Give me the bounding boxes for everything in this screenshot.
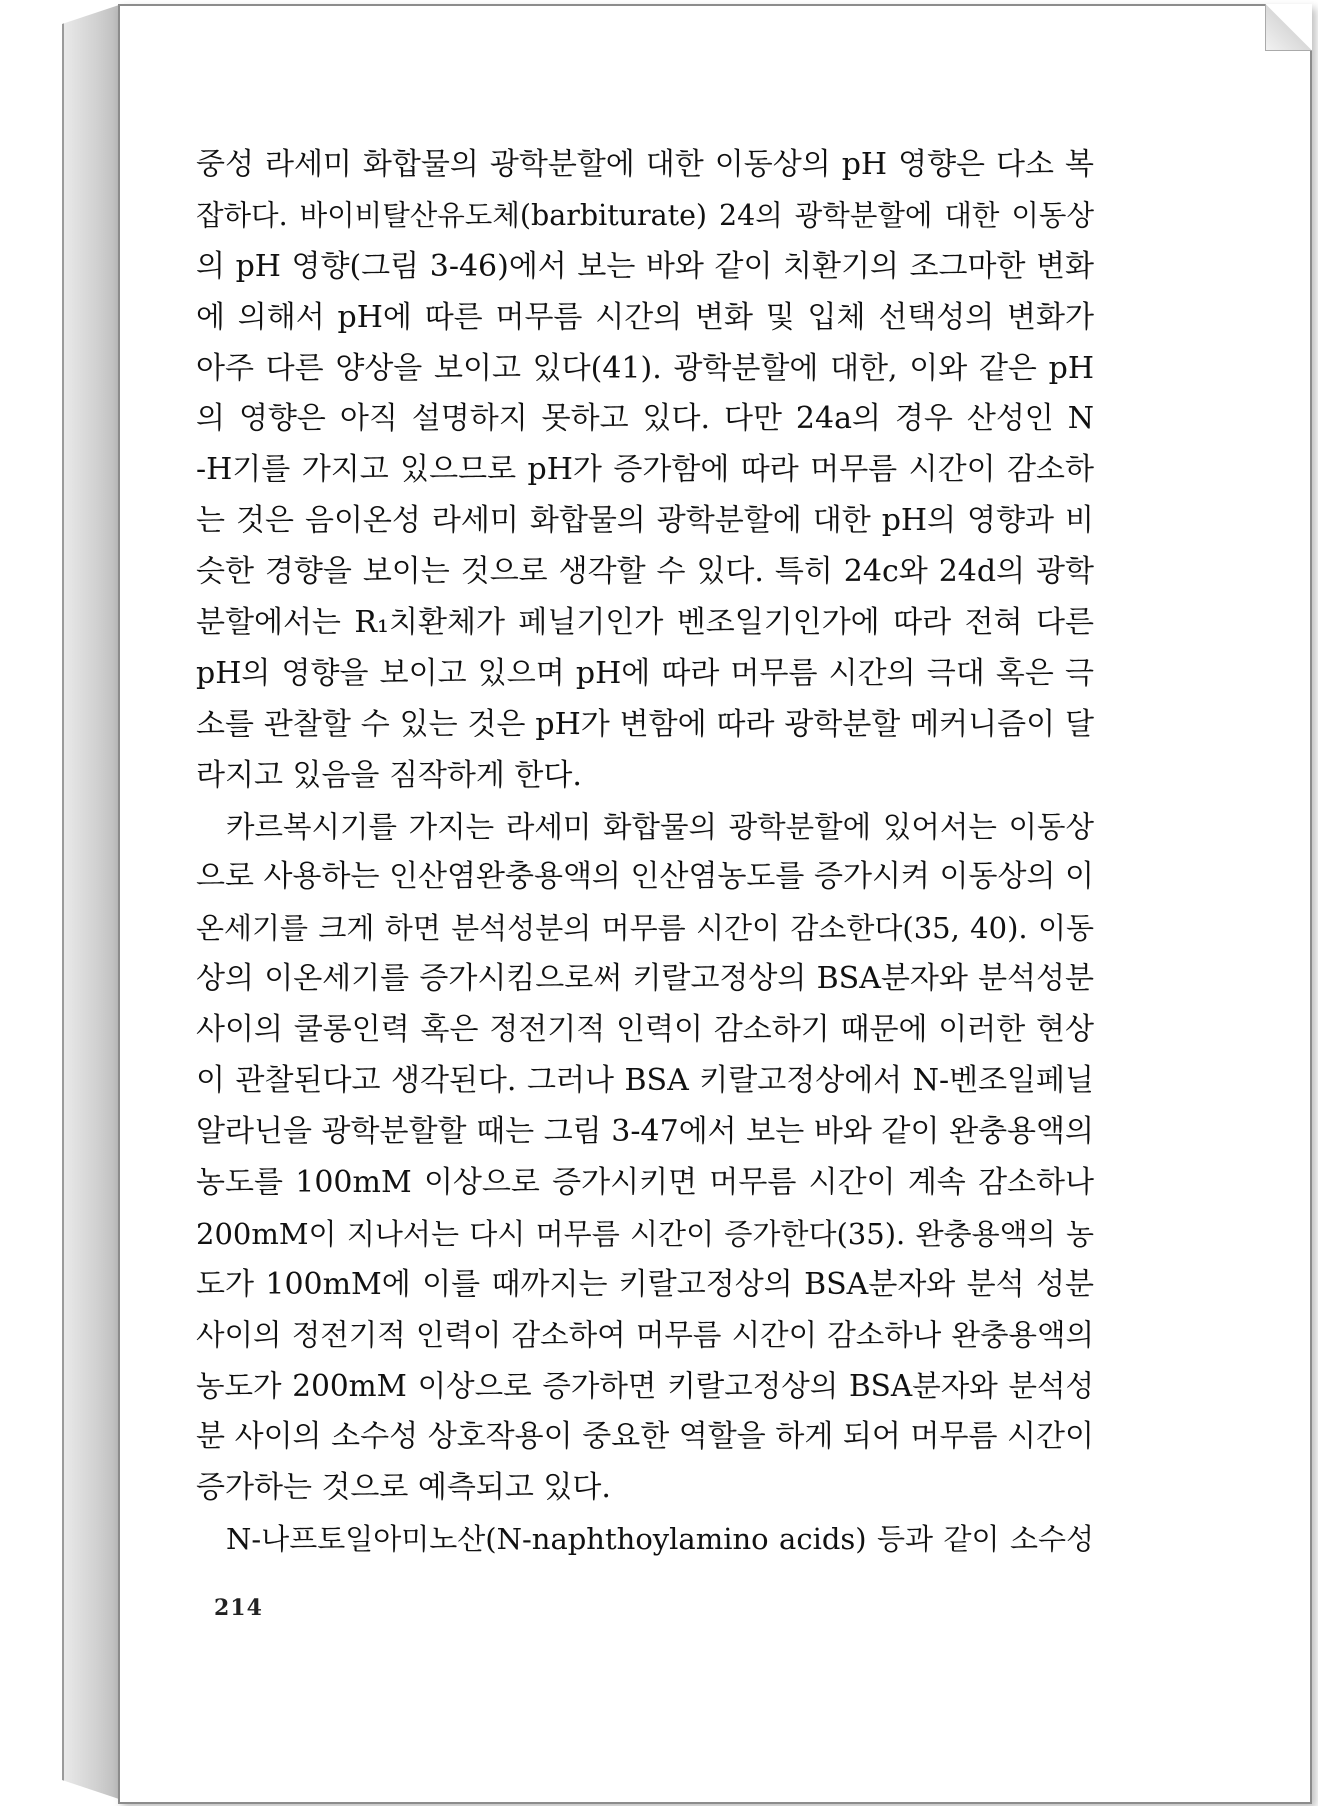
text-line: 증가하는 것으로 예측되고 있다. (196, 1470, 611, 1506)
text-line: 온세기를 크게 하면 분석성분의 머무름 시간이 감소한다(35, 40). 이동 (196, 911, 1094, 946)
text-line: 200mM이 지나서는 다시 머무름 시간이 증가한다(35). 완충용액의 농 (196, 1216, 1094, 1251)
text-line: 분 사이의 소수성 상호작용이 중요한 역할을 하게 되어 머무름 시간이 (196, 1419, 1094, 1455)
text-line: 사이의 쿨롱인력 혹은 정전기적 인력이 감소하기 때문에 이러한 현상 (196, 1012, 1094, 1048)
text-line: 으로 사용하는 인산염완충용액의 인산염농도를 증가시켜 이동상의 이 (196, 859, 1094, 895)
text-line: pH의 영향을 보이고 있으며 pH에 따라 머무름 시간의 극대 혹은 극 (196, 655, 1094, 691)
text-line: 의 영향은 아직 설명하지 못하고 있다. 다만 24a의 경우 산성인 N (196, 401, 1094, 437)
text-line: 의 pH 영향(그림 3-46)에서 보는 바와 같이 치환기의 조그마한 변화 (196, 248, 1094, 284)
text-line: 아주 다른 양상을 보이고 있다(41). 광학분할에 대한, 이와 같은 pH (196, 350, 1094, 386)
page-number: 214 (214, 1595, 263, 1621)
text-line: 슷한 경향을 보이는 것으로 생각할 수 있다. 특히 24c와 24d의 광학 (196, 554, 1094, 590)
text-line: 중성 라세미 화합물의 광학분할에 대한 이동상의 pH 영향은 다소 복 (196, 147, 1094, 182)
text-line: 이 관찰된다고 생각된다. 그러나 BSA 키랄고정상에서 N-벤조일페닐 (196, 1063, 1094, 1099)
text-line: 라지고 있음을 짐작하게 한다. (196, 757, 582, 793)
text-line: 분할에서는 R₁치환체가 페닐기인가 벤조일기인가에 따라 전혀 다른 (196, 605, 1094, 641)
text-line: -H기를 가지고 있으므로 pH가 증가함에 따라 머무름 시간이 감소하 (196, 452, 1094, 488)
text-line: 카르복시기를 가지는 라세미 화합물의 광학분할에 있어서는 이동상 (226, 809, 1094, 844)
text-line: 상의 이온세기를 증가시킴으로써 키랄고정상의 BSA분자와 분석성분 (196, 961, 1094, 997)
text-line: 소를 관찰할 수 있는 것은 pH가 변함에 따라 광학분할 메커니즘이 달 (196, 706, 1094, 742)
text-line: 사이의 정전기적 인력이 감소하여 머무름 시간이 감소하나 완충용액의 (196, 1318, 1094, 1353)
text-line: 에 의해서 pH에 따른 머무름 시간의 변화 및 입체 선택성의 변화가 (196, 299, 1094, 335)
book-spine (62, 4, 122, 1800)
text-line: 도가 100mM에 이를 때까지는 키랄고정상의 BSA분자와 분석 성분 (196, 1266, 1094, 1302)
text-line: 알라닌을 광학분할할 때는 그림 3-47에서 보는 바와 같이 완충용액의 (196, 1113, 1094, 1149)
text-line: 농도를 100mM 이상으로 증가시키면 머무름 시간이 계속 감소하나 (196, 1164, 1094, 1200)
body-text (196, 140, 1094, 1565)
text-line: N-나프토일아미노산(N-naphthoylamino acids) 등과 같이 소수성 (226, 1522, 1094, 1557)
text-line: 는 것은 음이온성 라세미 화합물의 광학분할에 대한 pH의 영향과 비 (196, 503, 1094, 539)
text-line: 잡하다. 바이비탈산유도체(barbiturate) 24의 광학분할에 대한 이동상 (196, 198, 1094, 232)
text-line: 농도가 200mM 이상으로 증가하면 키랄고정상의 BSA분자와 분석성 (196, 1369, 1094, 1404)
page-corner-fold (1265, 4, 1312, 51)
